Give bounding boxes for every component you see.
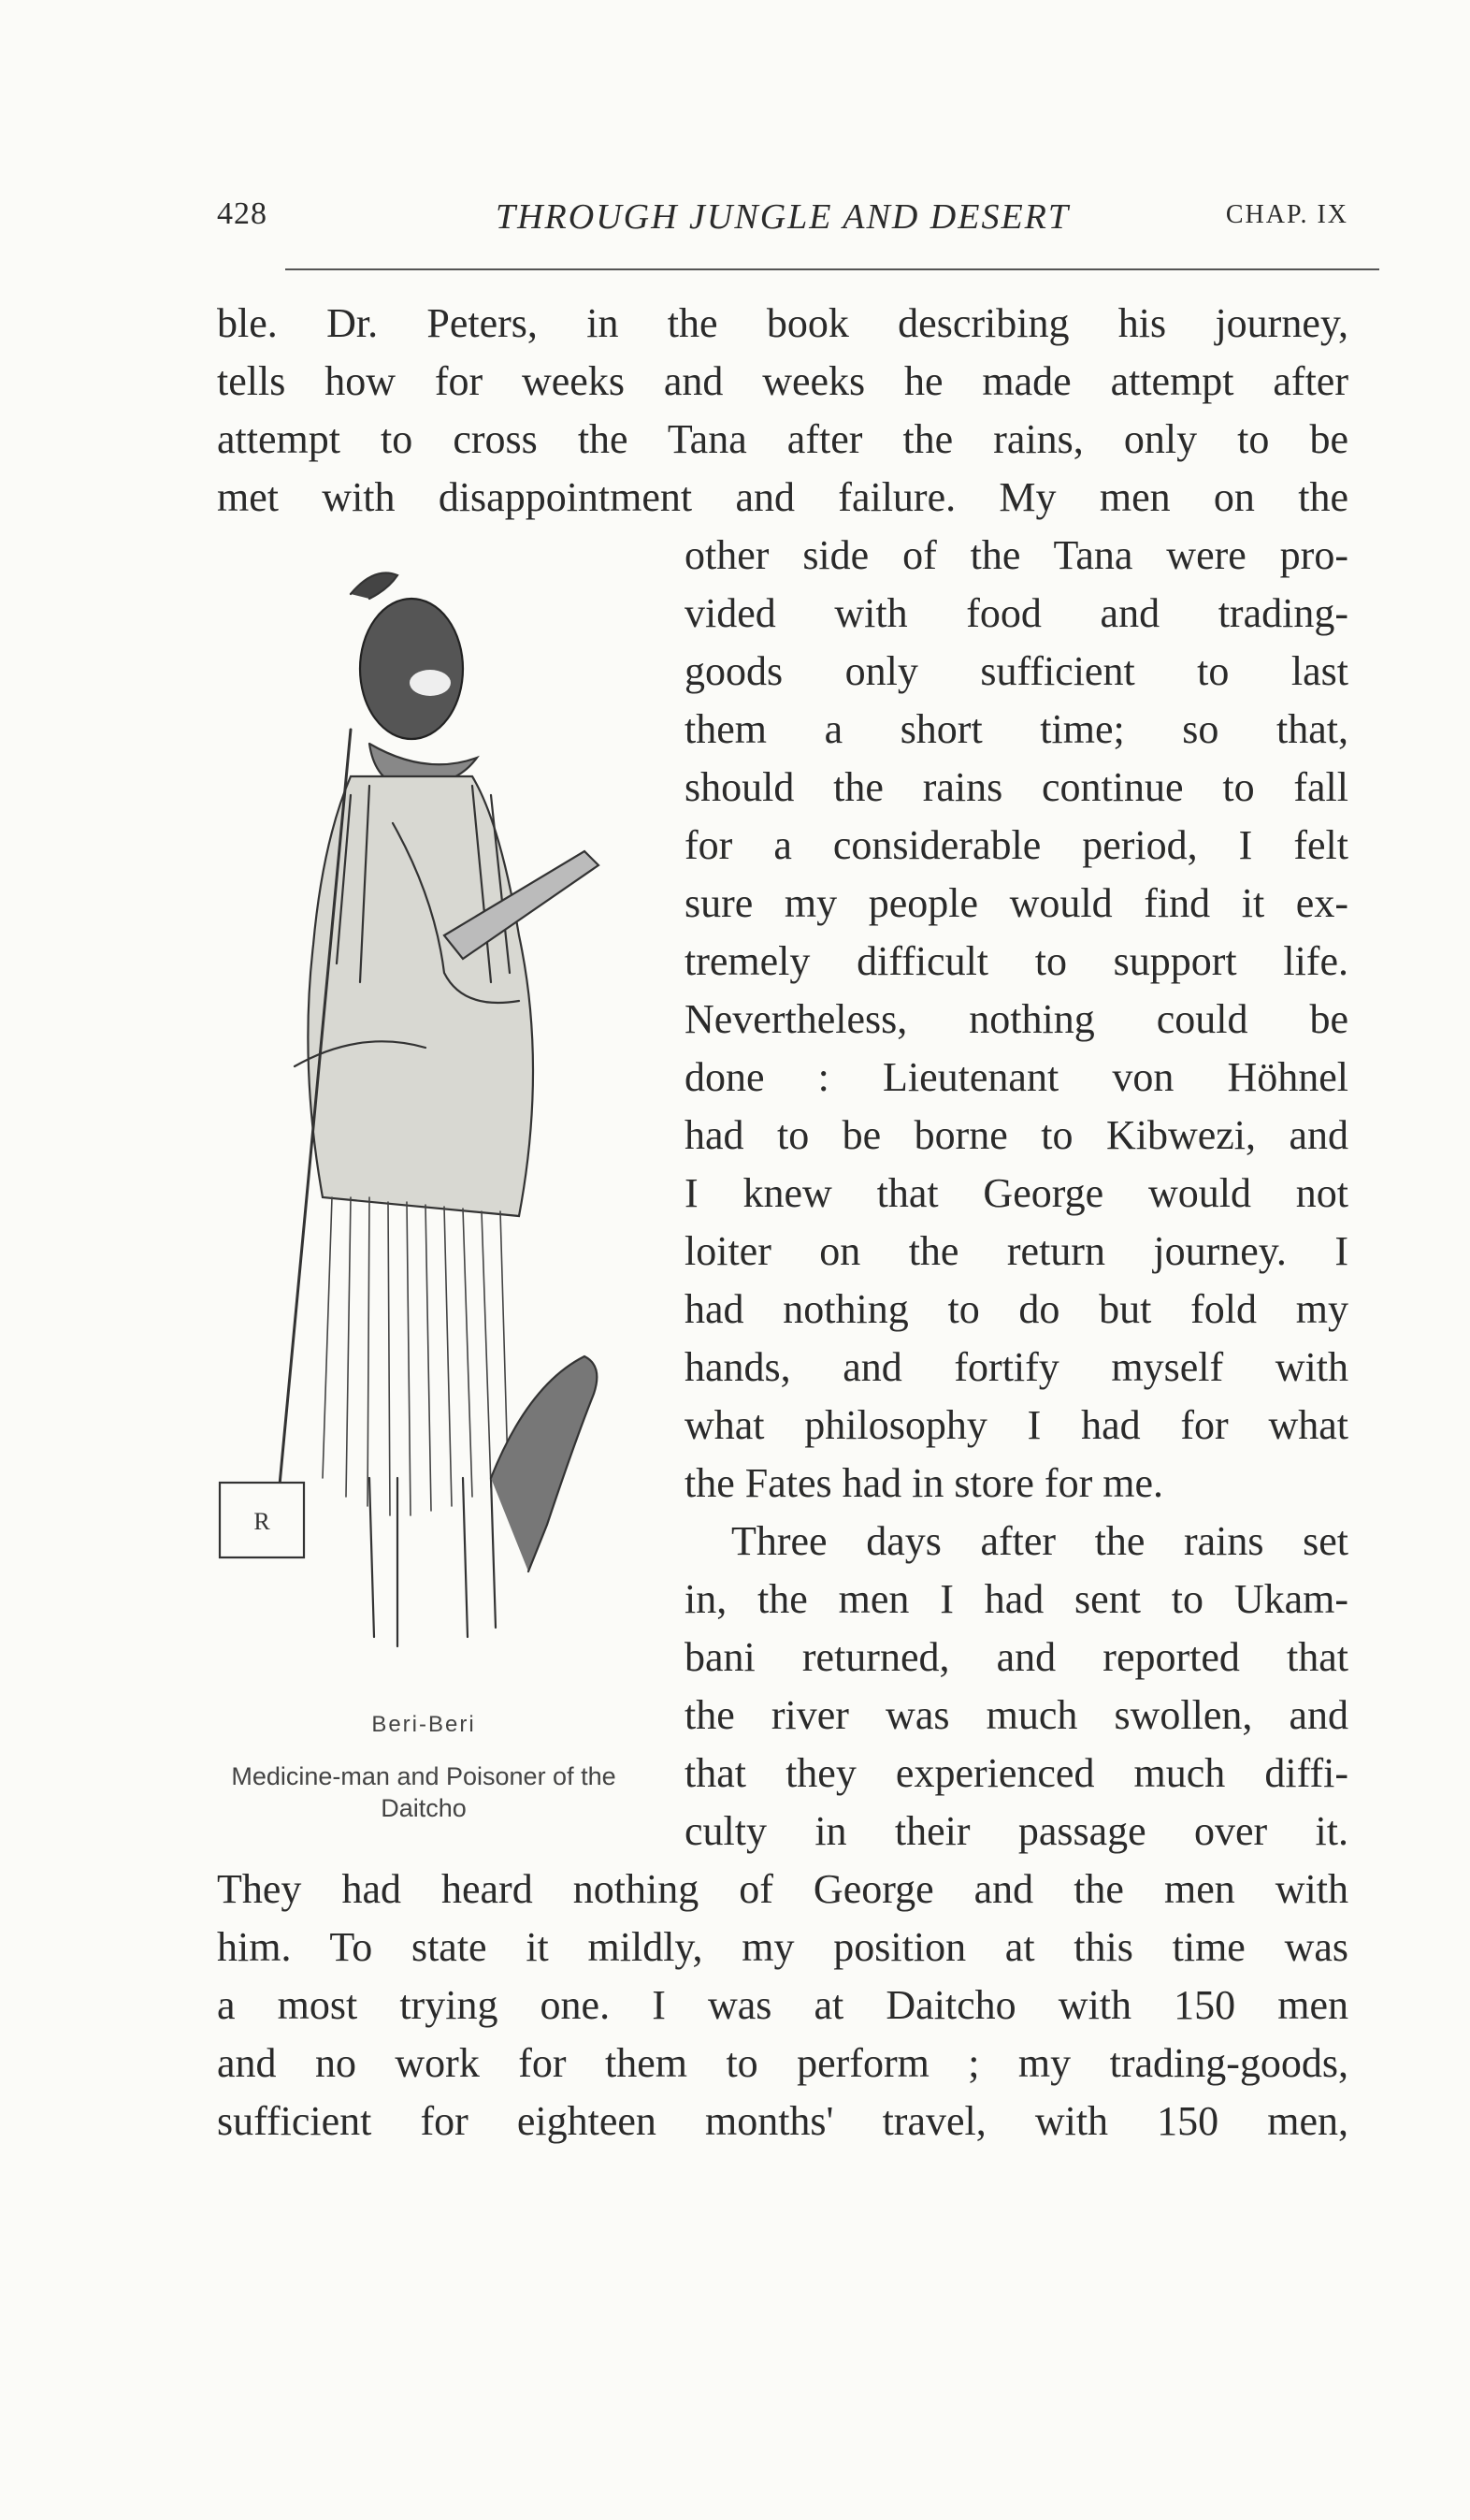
text-line: should the rains continue to fall xyxy=(685,764,1348,810)
text-line: in, the men I had sent to Ukam- xyxy=(685,1576,1348,1622)
text-line: culty in their passage over it. xyxy=(685,1808,1348,1854)
text-line: other side of the Tana were pro- xyxy=(685,532,1348,578)
text-line: attempt to cross the Tana after the rains, only to be xyxy=(217,416,1348,462)
figure-caption-title: Beri-Beri xyxy=(371,1712,476,1737)
text-line: done : Lieutenant von Höhnel xyxy=(685,1054,1348,1100)
page-number: 428 xyxy=(217,196,267,231)
text-line: Three days after the rains set xyxy=(731,1518,1348,1564)
text-line: what philosophy I had for what xyxy=(685,1402,1348,1448)
text-line: ble. Dr. Peters, in the book describing his journey, xyxy=(217,300,1348,346)
figure-caption-subtitle: Medicine-man and Poisoner of the Daitcho xyxy=(231,1762,616,1822)
text-line: vided with food and trading- xyxy=(685,590,1348,636)
text-line: hands, and fortify myself with xyxy=(685,1344,1348,1390)
text-line: bani returned, and reported that xyxy=(685,1634,1348,1680)
page-header xyxy=(217,196,1348,243)
text-line: sure my people would find it ex- xyxy=(685,880,1348,926)
text-line: a most trying one. I was at Daitcho with 150 men xyxy=(217,1982,1348,2028)
text-line: them a short time; so that, xyxy=(685,706,1348,752)
text-line: the river was much swollen, and xyxy=(685,1692,1348,1738)
text-line: that they experienced much diffi- xyxy=(685,1750,1348,1796)
text-line: goods only sufficient to last xyxy=(685,648,1348,694)
text-line: had nothing to do but fold my xyxy=(685,1286,1348,1332)
svg-text:R: R xyxy=(253,1508,270,1535)
text-line: met with disappointment and failure. My men on the xyxy=(217,474,1348,520)
text-line: tells how for weeks and weeks he made attempt after xyxy=(217,358,1348,404)
text-line: for a considerable period, I felt xyxy=(685,822,1348,868)
text-line: had to be borne to Kibwezi, and xyxy=(685,1112,1348,1158)
text-line: loiter on the return journey. I xyxy=(685,1228,1348,1274)
text-line: tremely difficult to support life. xyxy=(685,938,1348,984)
text-line: and no work for them to perform ; my trading-goods, xyxy=(217,2040,1348,2086)
text-line: I knew that George would not xyxy=(685,1170,1348,1216)
chapter-label: CHAP. IX xyxy=(1225,200,1348,229)
text-line: sufficient for eighteen months' travel, with 150 men, xyxy=(217,2098,1348,2144)
text-line: the Fates had in store for me. xyxy=(685,1460,1163,1506)
medicine-man-illustration xyxy=(210,543,650,1693)
text-line: They had heard nothing of George and the men with xyxy=(217,1866,1348,1912)
header-rule xyxy=(285,268,1379,270)
running-title: THROUGH JUNGLE AND DESERT xyxy=(495,197,1071,237)
text-line: Nevertheless, nothing could be xyxy=(685,996,1348,1042)
text-line: him. To state it mildly, my position at this time was xyxy=(217,1924,1348,1970)
